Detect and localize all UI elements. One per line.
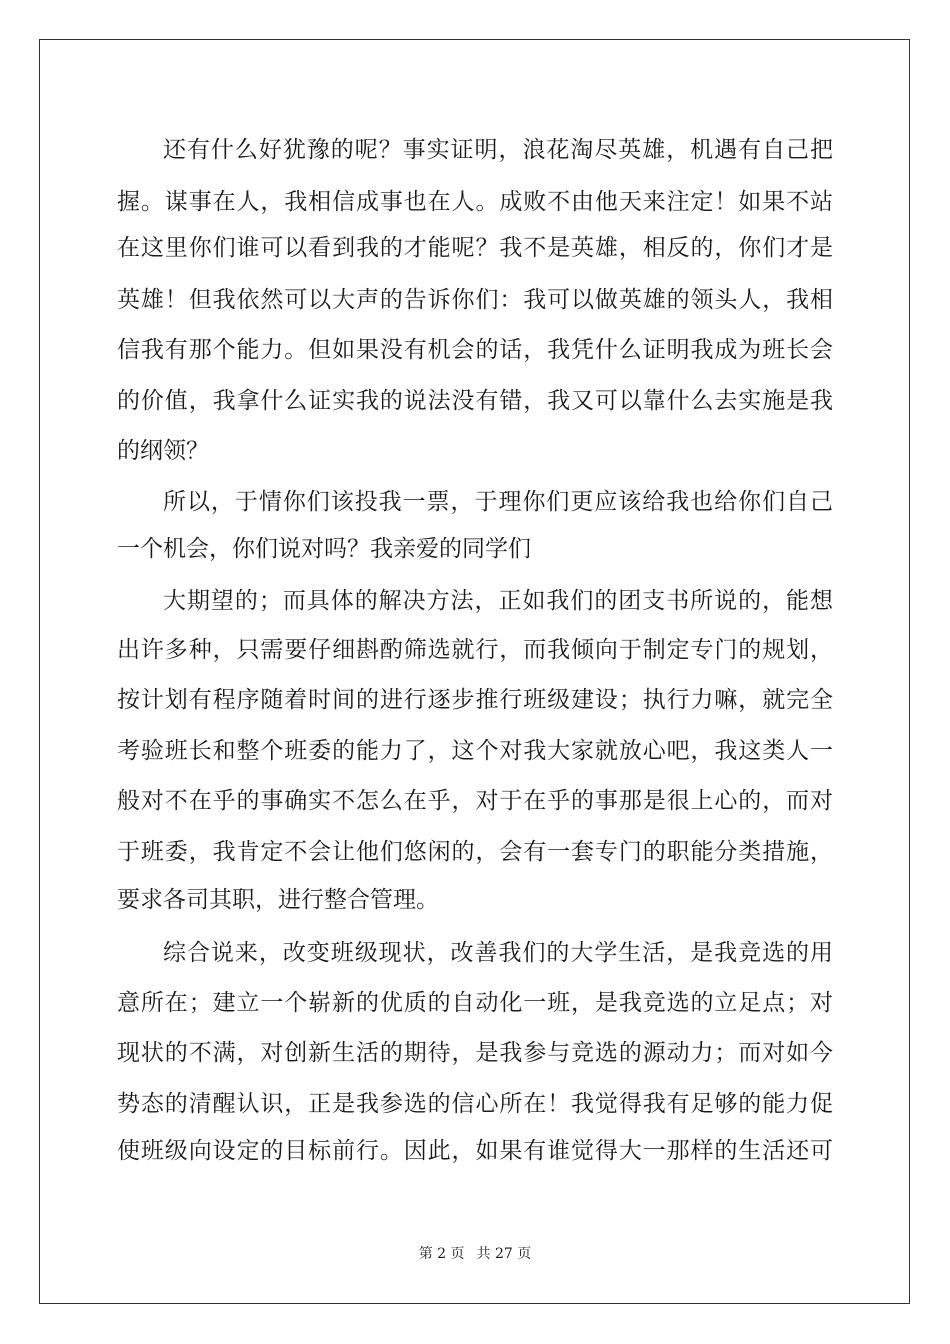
paragraph-line: 使班级向设定的目标前行。因此，如果有谁觉得大一那样的生活还可	[117, 1138, 833, 1164]
paragraph-line: 握。谋事在人，我相信成事也在人。成败不由他天来注定！如果不站	[117, 189, 833, 215]
paragraph-line: 按计划有程序随着时间的进行逐步推行班级建设；执行力嘛，就完全	[117, 687, 833, 713]
page-footer	[0, 1244, 950, 1264]
paragraph-line: 英雄！但我依然可以大声的告诉你们：我可以做英雄的领头人，我相	[117, 287, 833, 313]
paragraph-line: 在这里你们谁可以看到我的才能呢？我不是英雄，相反的，你们才是	[117, 235, 833, 261]
paragraph-line: 大期望的；而具体的解决方法，正如我们的团支书所说的，能想	[163, 588, 833, 614]
paragraph-line: 般对不在乎的事确实不怎么在乎，对于在乎的事那是很上心的，而对	[117, 788, 833, 814]
paragraph-line: 综合说来，改变班级现状，改善我们的大学生活，是我竞选的用	[163, 940, 833, 966]
paragraph-line: 考验班长和整个班委的能力了，这个对我大家就放心吧，我这类人一	[117, 738, 833, 764]
paragraph-line: 要求各司其职，进行整合管理。	[117, 887, 439, 913]
paragraph-line: 出许多种，只需要仔细斟酌筛选就行，而我倾向于制定专门的规划，	[117, 637, 833, 663]
paragraph-line: 的纲领？	[117, 438, 209, 464]
paragraph-line: 还有什么好犹豫的呢？事实证明，浪花淘尽英雄，机遇有自己把	[163, 137, 833, 163]
paragraph-line: 意所在；建立一个崭新的优质的自动化一班，是我竞选的立足点；对	[117, 990, 833, 1016]
page-total: 共 27 页	[476, 1246, 532, 1262]
paragraph-line: 于班委，我肯定不会让他们悠闲的，会有一套专门的职能分类措施，	[117, 839, 833, 865]
paragraph-line: 现状的不满，对创新生活的期待，是我参与竞选的源动力；而对如今	[117, 1040, 833, 1066]
paragraph-line: 所以，于情你们该投我一票，于理你们更应该给我也给你们自己	[163, 489, 833, 515]
paragraph-line: 一个机会，你们说对吗？我亲爱的同学们	[117, 536, 531, 562]
paragraph-line: 信我有那个能力。但如果没有机会的话，我凭什么证明我成为班长会	[117, 337, 833, 363]
paragraph-line: 势态的清醒认识，正是我参选的信心所在！我觉得我有足够的能力促	[117, 1091, 833, 1117]
paragraph-line: 的价值，我拿什么证实我的说法没有错，我又可以靠什么去实施是我	[117, 388, 833, 414]
page-number: 第 2 页	[418, 1246, 465, 1262]
